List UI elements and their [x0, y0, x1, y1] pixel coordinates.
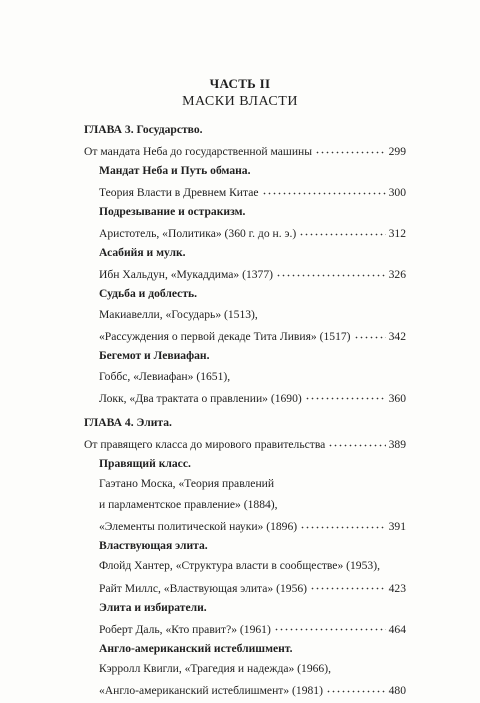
- toc-item-text: и парламентское правление» (1884),: [99, 497, 278, 511]
- toc-item-text: «Рассуждения о первой декаде Тита Ливия» (1517): [99, 330, 351, 344]
- part-heading: [0, 76, 480, 111]
- toc-section-text: Мандат Неба и Путь обмана.: [99, 164, 251, 178]
- toc-item-line: [84, 226, 406, 247]
- dot-leader: [328, 436, 385, 448]
- page-number: 300: [388, 186, 406, 200]
- toc-item-text: «Элементы политической науки» (1896): [99, 519, 298, 533]
- dot-leader: [274, 621, 386, 633]
- dot-leader: [354, 328, 386, 340]
- toc-section-text: Властвующая элита.: [99, 538, 208, 552]
- part-title: МАСКИ ВЛАСТИ: [182, 94, 298, 109]
- page-number: 389: [388, 437, 406, 451]
- toc-section-line: [84, 287, 406, 308]
- toc-section-line: [84, 642, 406, 663]
- dot-leader: [276, 267, 386, 279]
- page-number: 464: [388, 622, 406, 636]
- toc-item-text: Райт Миллс, «Властвующая элита» (1956): [99, 581, 308, 595]
- dot-leader: [310, 580, 386, 592]
- toc-item-text: Аристотель, «Политика» (360 г. до н. э.): [99, 227, 297, 241]
- toc-section-text: Подрезывание и остракизм.: [99, 205, 246, 219]
- page-number: 342: [388, 330, 406, 344]
- toc-item-text: Локк, «Два трактата о правлении» (1690): [99, 391, 302, 405]
- dot-leader: [262, 185, 386, 197]
- toc-item-text: Ибн Хальдун, «Мукаддима» (1377): [99, 268, 273, 282]
- toc-section-line: [84, 601, 406, 622]
- toc-item-line: [84, 267, 406, 288]
- toc-item-line: [84, 662, 406, 683]
- toc-item-text: «Англо-американский истеблишмент» (1981): [99, 684, 323, 698]
- toc-section-text: Правящий класс.: [99, 456, 191, 470]
- toc-chapter-text: ГЛАВА 4. Элита.: [84, 415, 172, 429]
- toc-chapter-line: [84, 416, 406, 437]
- dot-leader: [315, 144, 386, 156]
- toc-item-text: Роберт Даль, «Кто правит?» (1961): [99, 622, 271, 636]
- toc-entry-line: [84, 436, 406, 457]
- toc-section-text: Элита и избиратели.: [99, 600, 207, 614]
- toc-item-line: [84, 390, 406, 411]
- toc-section-line: [84, 349, 406, 370]
- toc-item-line: [84, 559, 406, 580]
- page-number: 423: [388, 581, 406, 595]
- toc-item-line: [84, 621, 406, 642]
- page-number: 480: [388, 684, 406, 698]
- toc-item-text: Флойд Хантер, «Структура власти в сообществе» (1953),: [99, 559, 380, 573]
- toc-section-text: Асабийя и мулк.: [99, 246, 186, 260]
- toc-item-line: [84, 580, 406, 601]
- toc-entry-text: От правящего класса до мирового правительства: [84, 437, 326, 451]
- toc-item-text: Кэрролл Квигли, «Трагедия и надежда» (1966),: [99, 662, 331, 676]
- dot-leader: [299, 226, 385, 238]
- toc-entry-text: От мандата Неба до государственной машины: [84, 145, 313, 159]
- toc-section-line: [84, 539, 406, 560]
- dot-leader: [305, 390, 386, 402]
- toc-item-text: Гаэтано Моска, «Теория правлений: [99, 477, 275, 491]
- dot-leader: [300, 518, 385, 530]
- toc-item-line: [84, 308, 406, 329]
- toc-item-text: Теория Власти в Древнем Китае: [99, 186, 259, 200]
- part-label: ЧАСТЬ II: [209, 76, 271, 91]
- toc-item-line: [84, 185, 406, 206]
- page-number: 391: [388, 519, 406, 533]
- page-number: 299: [388, 145, 406, 159]
- toc-item-text: Макиавелли, «Государь» (1513),: [99, 307, 258, 321]
- toc-item-line: [84, 518, 406, 539]
- dot-leader: [326, 683, 386, 695]
- toc-section-text: Бегемот и Левиафан.: [99, 349, 210, 363]
- toc-chapter-text: ГЛАВА 3. Государство.: [84, 123, 203, 136]
- toc-section-line: [84, 457, 406, 478]
- page-number: 326: [388, 268, 406, 282]
- toc-section-line: [84, 164, 406, 185]
- page-number: 360: [388, 391, 406, 405]
- toc-section-text: Англо-американский истеблишмент.: [99, 641, 293, 655]
- toc-item-line: [84, 498, 406, 519]
- table-of-contents: [84, 123, 406, 703]
- toc-section-line: [84, 205, 406, 226]
- toc-item-line: [84, 477, 406, 498]
- toc-item-line: [84, 683, 406, 703]
- toc-section-line: [84, 246, 406, 267]
- page-number: 312: [388, 227, 406, 241]
- toc-chapter-line: [84, 123, 406, 144]
- toc-item-line: [84, 328, 406, 349]
- toc-entry-line: [84, 144, 406, 165]
- toc-item-text: Гоббс, «Левиафан» (1651),: [99, 369, 231, 383]
- toc-item-line: [84, 370, 406, 391]
- toc-section-text: Судьба и доблесть.: [99, 287, 198, 301]
